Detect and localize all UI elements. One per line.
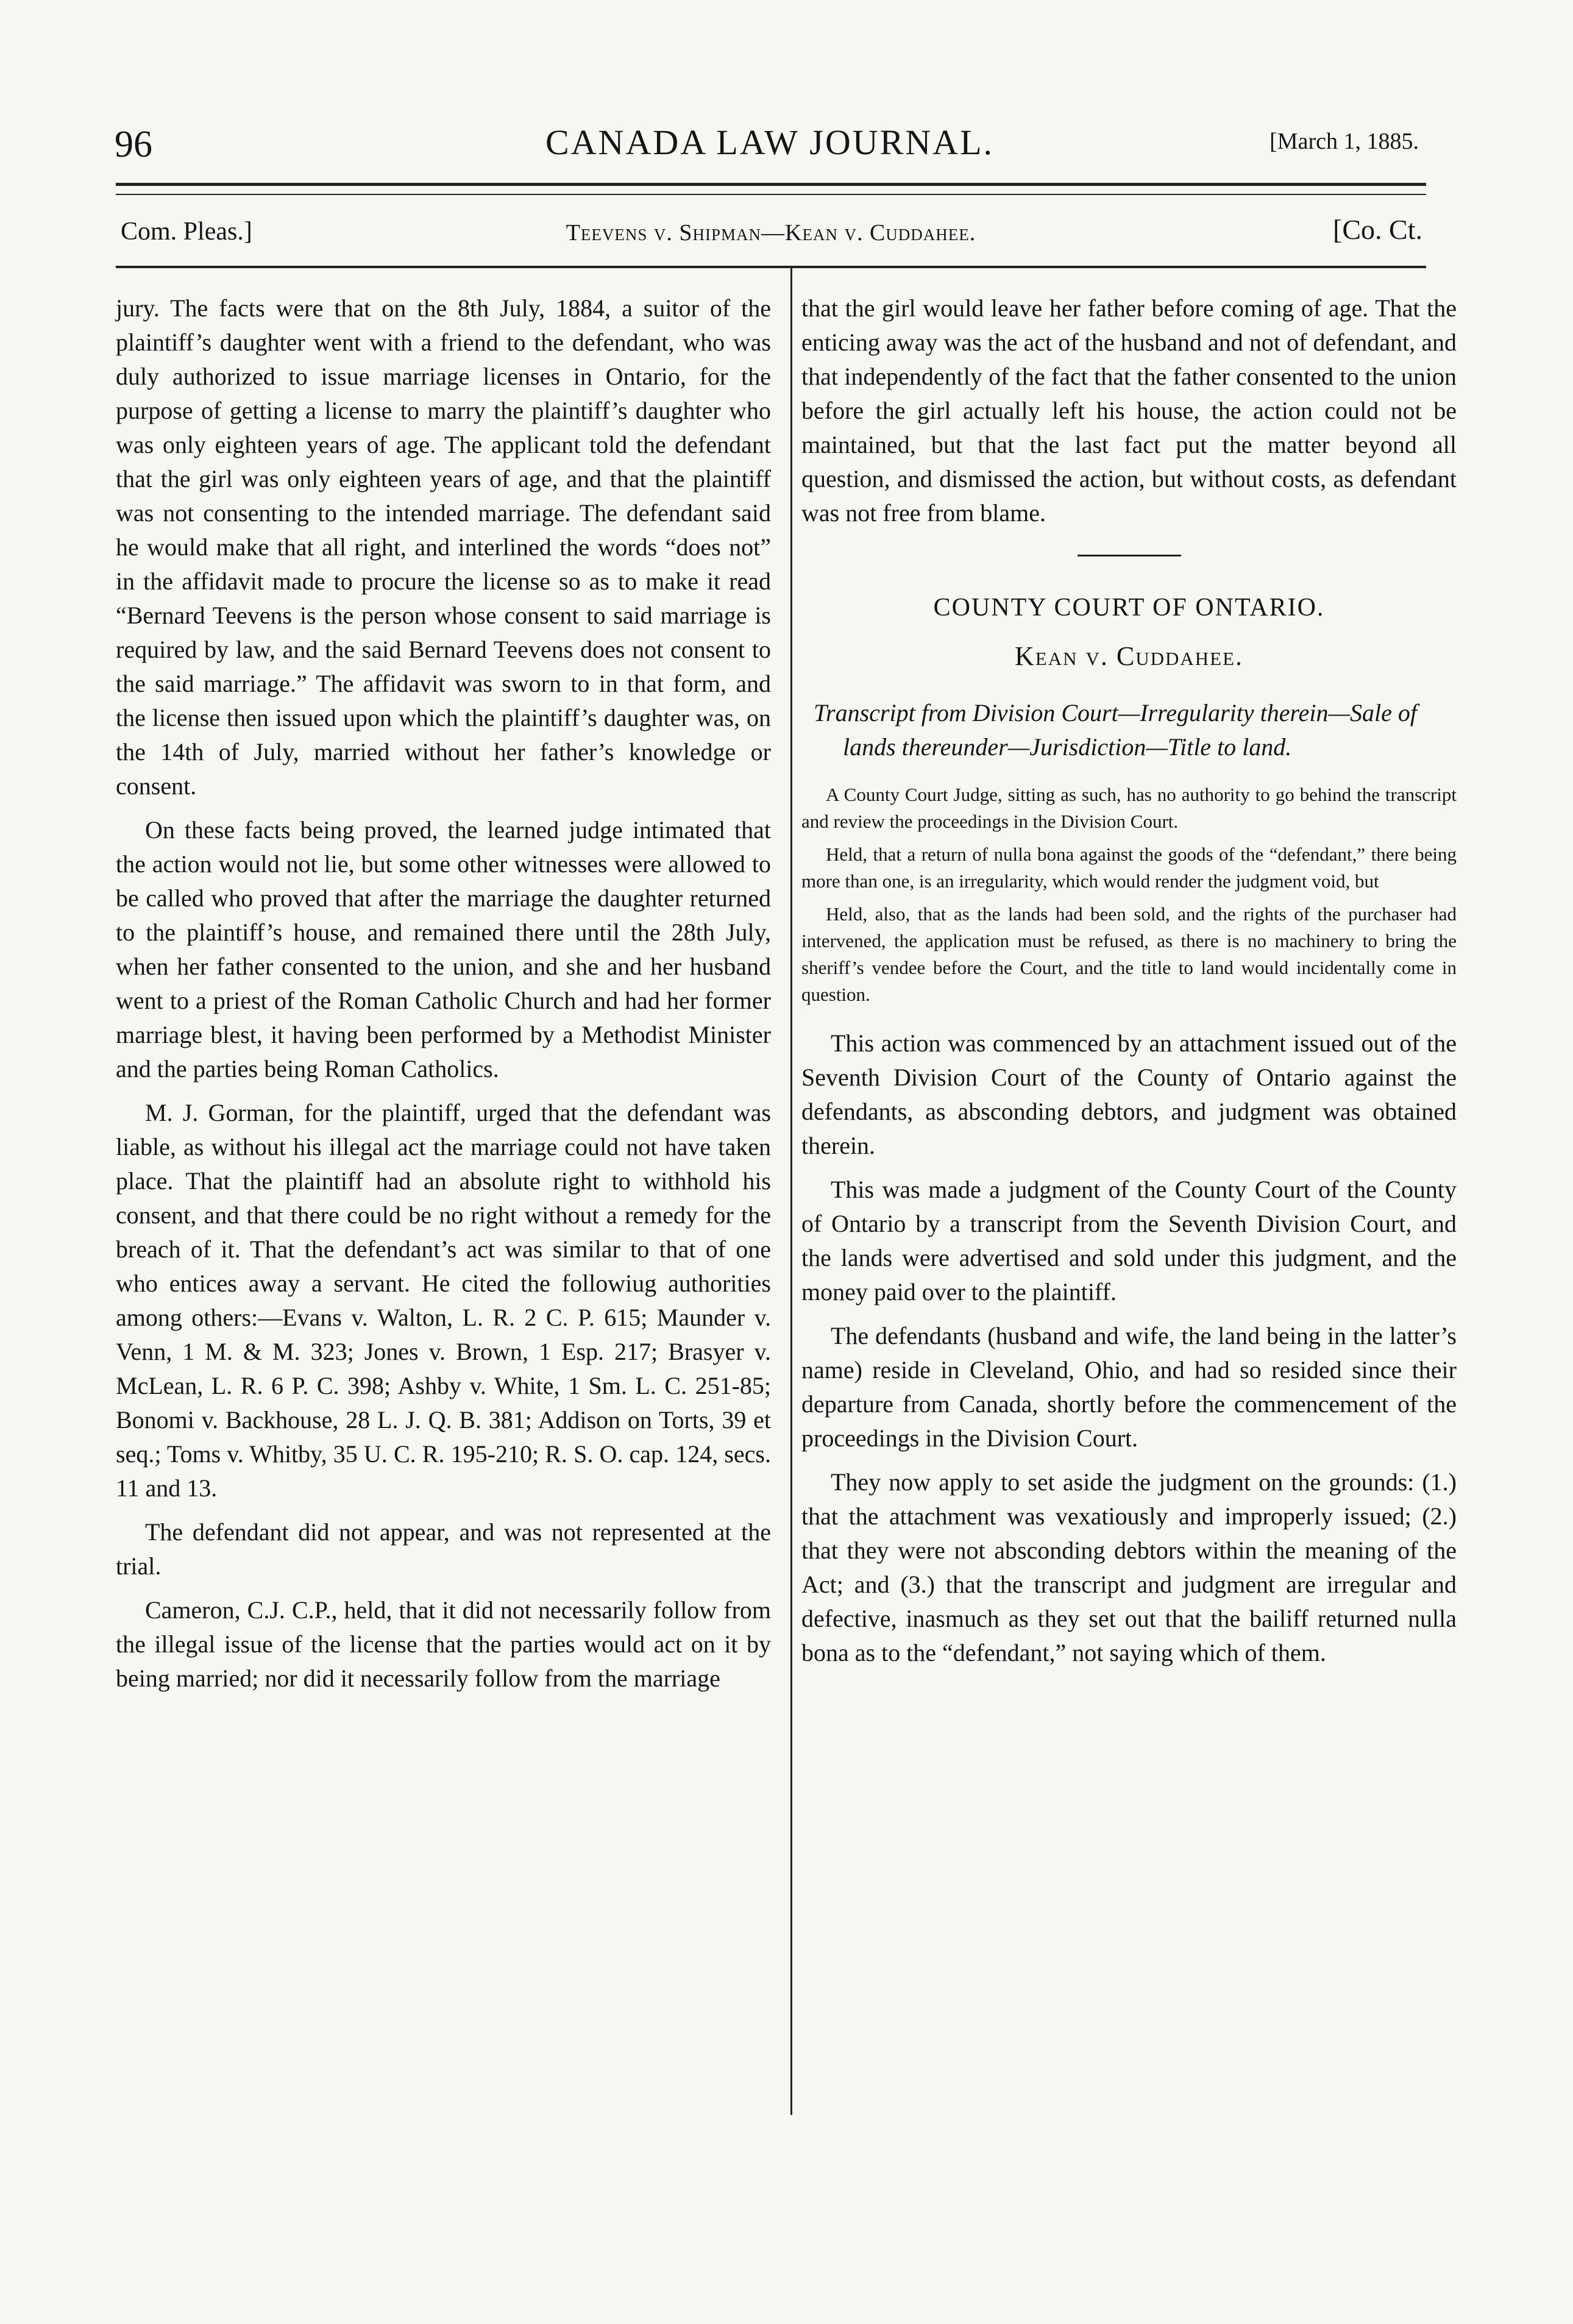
paragraph: The defendant did not appear, and was not represented at the trial. [116,1518,771,1580]
case-body [801,1026,1457,1670]
paragraph: that the girl would leave her father before coming of age. That the enticing away was the act of the husband and not of defendant, and that independently of the fact that the father consented to the union before the girl actually left his house, the action could not be maintained, but that the last fact put the matter beyond all question, and dismissed the action, but without costs, as defendant was not free from blame. [801,294,1457,527]
case-heading: Kean v. Cuddahee. [1014,641,1244,671]
headnote: Transcript from Division Court—Irregularity therein—Sale of lands thereunder—Jurisdiction—Title to land. [814,699,1418,761]
running-head-title: Teevens v. Shipman—Kean v. Cuddahee. [566,220,976,246]
right-column [801,291,1457,1680]
syllabus-note: Held, also, that as the lands had been sold, and the rights of the purchaser had intervened, the application must be refused, as there is no machinery to bring the sheriff’s vendee before the Court, and the title to land would incidentally come in question. [801,903,1457,1005]
page-number: 96 [115,124,152,165]
syllabus-note: Held, that a return of nulla bona against the goods of the “defendant,” there being more than one, is an irregularity, which would render the judgment void, but [801,844,1457,892]
section-divider [1078,555,1181,556]
paragraph: This action was commenced by an attachment issued out of the Seventh Division Court of the County of Ontario against the defendants, as absconding debtors, and judgment was obtained therein. [801,1029,1457,1159]
running-head-left: Com. Pleas.] [121,218,252,246]
paragraph: They now apply to set aside the judgment on the grounds: (1.) that the attachment was vexatiously and improperly issued; (2.) that they were not absconding debtors within the meaning of the Act; and (3.) that the transcript and judgment are irregular and defective, inasmuch as they set out that the bailiff returned nulla bona as to the “defendant,” not saying which of them. [801,1468,1457,1666]
left-column [116,291,771,1705]
paragraph: jury. The facts were that on the 8th July, 1884, a suitor of the plaintiff’s daughter went with a friend to the defendant, who was duly authorized to issue marriage licenses in Ontario, for the purpose of getting a license to marry the plaintiff’s daughter who was only eighteen years of age. The applicant told the defendant that the girl was only eighteen years of age, and that the plaintiff was not consenting to the intended marriage. The defendant said he would make that all right, and interlined the words “does not” in the affidavit made to procure the license so as to make it read “Bernard Teevens is the person whose consent to said marriage is required by law, and the said Bernard Teevens does not consent to the said marriage.” The affidavit was sworn to in that form, and the license then issued upon which the plaintiff’s daughter was, on the 14th of July, married without her father’s knowledge or consent. [116,294,771,800]
paragraph: Cameron, C.J. C.P., held, that it did not necessarily follow from the illegal issue of the license that the parties would act on it by being married; nor did it necessarily follow from the marriage [116,1596,771,1692]
running-head-rule [116,266,1426,268]
journal-title: CANADA LAW JOURNAL. [545,123,994,162]
page-header [115,116,1425,171]
paragraph: The defendants (husband and wife, the land being in the latter’s name) reside in Cleveland, Ohio, and had so resided since their departure from Canada, shortly before the commencement of the proceedings in the Division Court. [801,1322,1457,1452]
issue-date: [March 1, 1885. [1269,129,1419,154]
running-head-right: [Co. Ct. [1333,214,1422,245]
header-rule-thin [116,194,1426,195]
syllabus-note: A County Court Judge, sitting as such, has no authority to go behind the transcript and review the proceedings in the Division Court. [801,784,1457,832]
paragraph: This was made a judgment of the County Court of the County of Ontario by a transcript from the Seventh Division Court, and the lands were advertised and sold under this judgment, and the money paid over to the plaintiff. [801,1176,1457,1306]
paragraph: M. J. Gorman, for the plaintiff, urged that the defendant was liable, as without his illegal act the marriage could not have taken place. That the plaintiff had an absolute right to withhold his consent, and that there could be no right without a remedy for the breach of it. That the defendant’s act was similar to that of one who entices away a servant. He cited the followiug authorities among others:—Evans v. Walton, L. R. 2 C. P. 615; Maunder v. Venn, 1 M. & M. 323; Jones v. Brown, 1 Esp. 217; Brasyer v. McLean, L. R. 6 P. C. 398; Ashby v. White, 1 Sm. L. C. 251-85; Bonomi v. Backhouse, 28 L. J. Q. B. 381; Addison on Torts, 39 et seq.; Toms v. Whitby, 35 U. C. R. 195-210; R. S. O. cap. 124, secs. 11 and 13. [116,1099,771,1502]
column-divider [790,268,792,2115]
paragraph: On these facts being proved, the learned judge intimated that the action would not lie, but some other witnesses were allowed to be called who proved that after the marriage the daughter returned to the plaintiff’s house, and remained there until the 28th July, when her father consented to the union, and she and her husband went to a priest of the Roman Catholic Church and had her former marriage blest, it having been performed by a Methodist Minister and the parties being Roman Catholics. [116,816,771,1082]
running-head-row [116,213,1426,250]
court-heading: COUNTY COURT OF ONTARIO. [933,594,1325,622]
header-rule [116,183,1426,186]
